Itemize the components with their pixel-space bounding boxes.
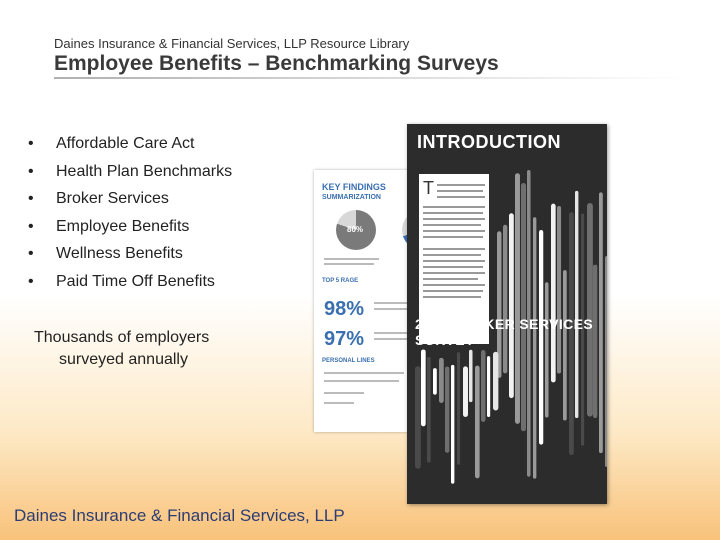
text-line: [423, 296, 481, 298]
cover-stripe: [451, 365, 454, 484]
text-line: [423, 218, 485, 220]
list-item: [28, 130, 232, 158]
text-line: [423, 272, 485, 274]
list-item: [28, 185, 232, 213]
summarization-label: SUMMARIZATION: [322, 194, 381, 201]
text-line: [423, 236, 483, 238]
cover-stripe: [605, 256, 607, 467]
text-line: [423, 254, 481, 256]
cover-stripe: [575, 191, 578, 418]
page-title: Employee Benefits – Benchmarking Surveys: [54, 52, 499, 75]
list-item-label: Health Plan Benchmarks: [56, 162, 233, 180]
text-line: [437, 184, 485, 186]
text-line: [423, 278, 478, 280]
library-supertitle: Daines Insurance & Financial Services, LLP Resource Library: [54, 36, 410, 51]
cover-stripe: [421, 349, 426, 426]
text-line: [324, 380, 399, 382]
section-label: TOP 5 RAGE: [322, 278, 359, 284]
cover-stripe: [427, 357, 431, 463]
cover-stripe: [551, 204, 556, 383]
cover-stripe: [439, 358, 444, 403]
bullet-marker: •: [28, 245, 34, 262]
list-item-label: Employee Benefits: [56, 217, 190, 235]
text-line: [423, 260, 485, 262]
report-cover-broker-survey: [407, 124, 607, 504]
list-item: [28, 240, 232, 268]
cover-stripe: [521, 183, 526, 431]
stat-percent: 97%: [324, 328, 365, 350]
stat-percent: 98%: [324, 298, 365, 320]
list-item-label: Paid Time Off Benefits: [56, 272, 215, 290]
bullet-marker: •: [28, 135, 34, 152]
title-rule: [54, 77, 684, 79]
text-line: [437, 190, 483, 192]
list-item-label: Affordable Care Act: [56, 135, 195, 152]
text-line: [423, 212, 483, 214]
bullet-marker: •: [28, 217, 34, 235]
cover-stripe: [545, 282, 549, 417]
text-line: [324, 258, 379, 260]
text-line: [423, 266, 483, 268]
tagline-line-1: Thousands of employers: [34, 329, 210, 346]
cover-stripe: [557, 206, 561, 374]
cover-stripe: [503, 225, 507, 374]
bullet-marker: •: [28, 190, 34, 207]
list-item-label: Wellness Benefits: [56, 245, 183, 262]
cover-stripe: [445, 366, 449, 452]
text-line: [437, 196, 485, 198]
cover-stripe: [481, 350, 485, 422]
cover-stripe: [469, 350, 473, 402]
section-label: PERSONAL LINES: [322, 358, 375, 364]
text-line: [324, 263, 374, 265]
text-line: [423, 248, 485, 250]
list-item: [28, 268, 232, 296]
tagline: [34, 327, 209, 371]
cover-stripe: [433, 368, 437, 395]
footer-company-name: Daines Insurance & Financial Services, LLP: [14, 506, 345, 525]
text-line: [423, 290, 483, 292]
cover-stripe: [515, 173, 520, 424]
text-line: [423, 206, 485, 208]
bullet-marker: •: [28, 272, 34, 290]
cover-stripe: [587, 203, 593, 417]
cover-stripe: [487, 356, 490, 417]
text-line: [324, 392, 364, 394]
cover-stripe: [509, 213, 514, 398]
cover-stripe: [493, 352, 498, 411]
bullet-marker: •: [28, 162, 34, 180]
drop-cap: T: [423, 178, 434, 198]
cover-stripe: [463, 366, 468, 417]
text-line: [423, 230, 485, 232]
cover-stripe: [475, 366, 480, 479]
text-line: [423, 224, 481, 226]
topic-list: [28, 130, 232, 295]
text-line: [423, 284, 485, 286]
cover-stripe: [457, 352, 460, 465]
text-line: [324, 402, 354, 404]
list-item: [28, 158, 232, 186]
list-item: [28, 213, 232, 241]
text-line: [324, 372, 404, 374]
donut-percent: 80%: [347, 225, 364, 234]
tagline-line-2: surveyed annually: [59, 351, 188, 368]
report-title: 2016 BROKER SERVICES SURVEY: [415, 316, 594, 348]
list-item-label: Broker Services: [56, 190, 169, 207]
introduction-header: INTRODUCTION: [417, 132, 561, 152]
cover-stripe: [415, 366, 421, 469]
key-findings-header: KEY FINDINGS: [322, 182, 386, 192]
